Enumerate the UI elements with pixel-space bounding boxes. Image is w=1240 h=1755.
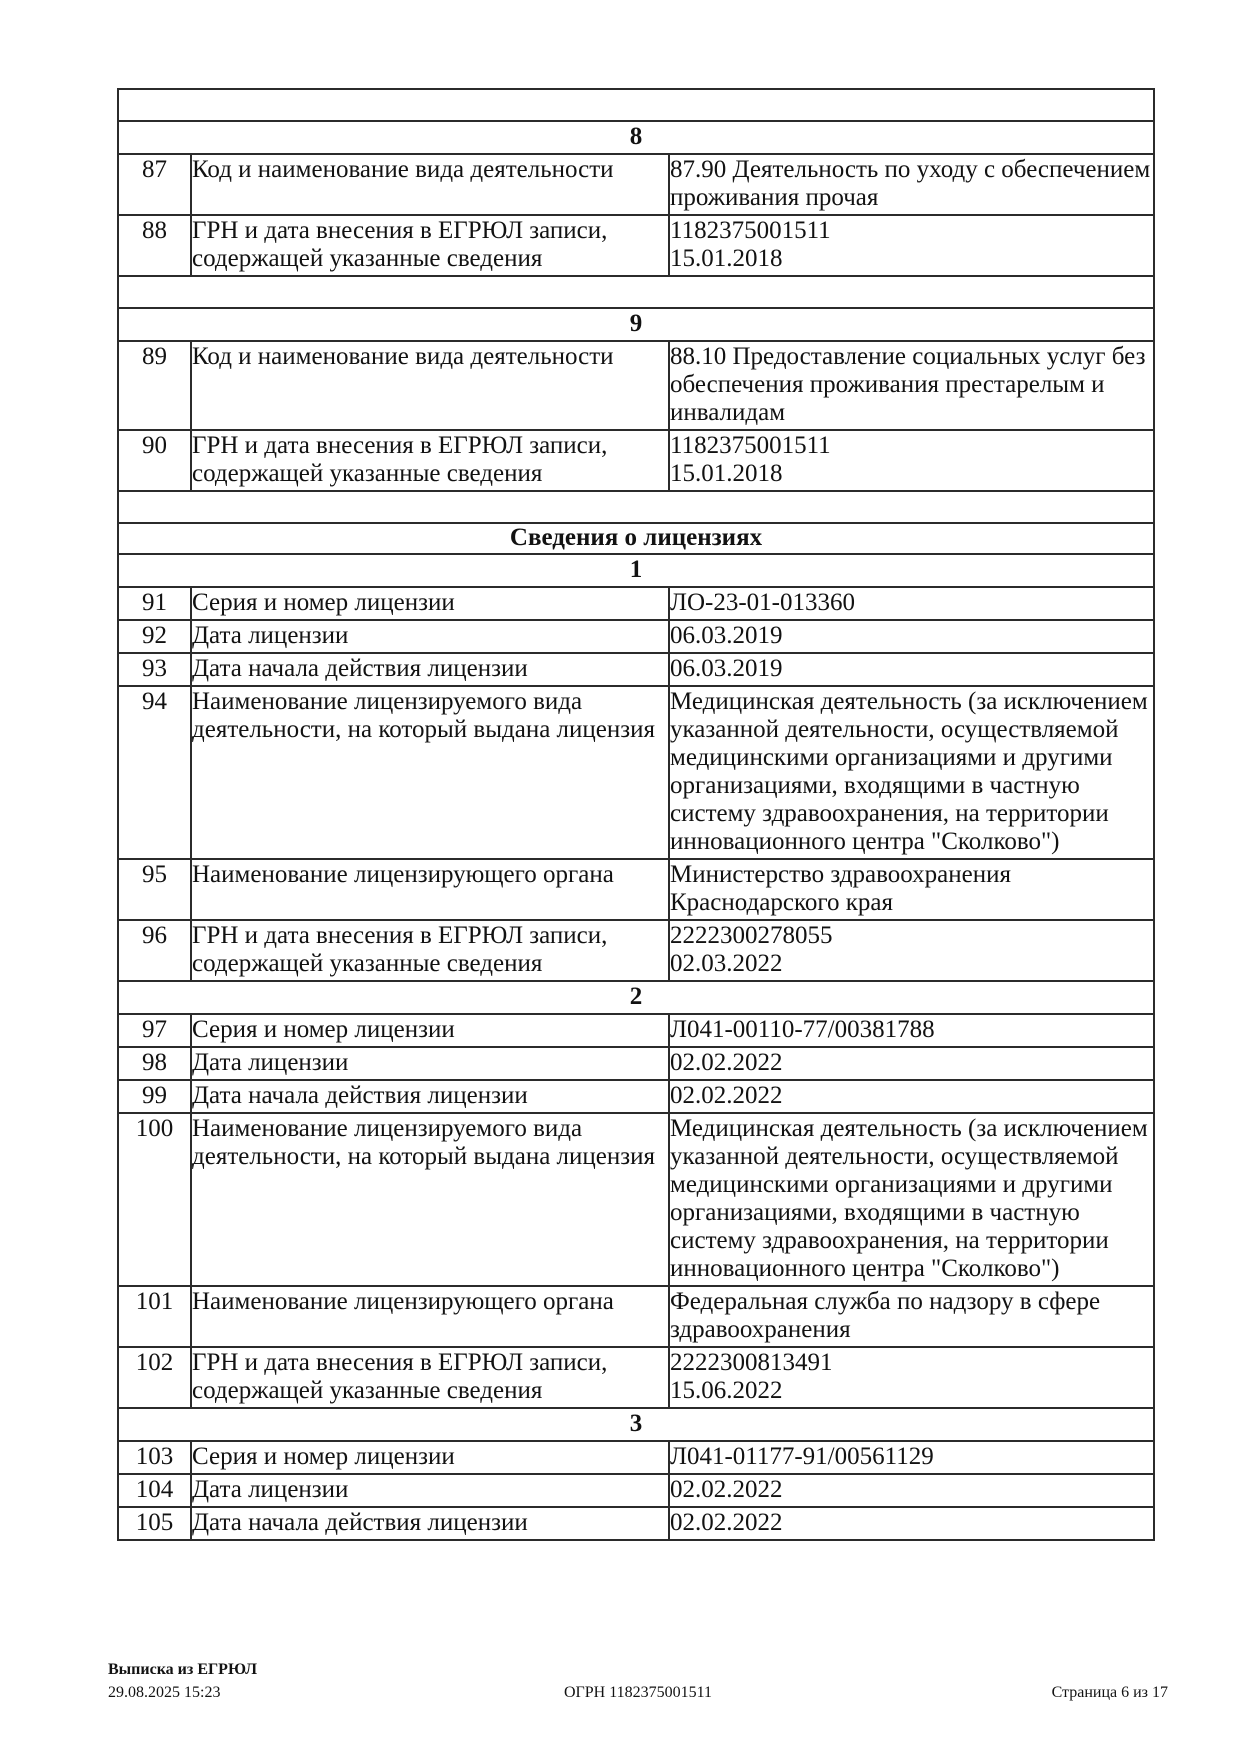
- egrul-extract-table: [117, 88, 1155, 1541]
- spacer-cell: [118, 491, 1154, 523]
- row-number-cell: 100: [118, 1113, 191, 1286]
- row-label-cell: Дата лицензии: [191, 1047, 669, 1080]
- row-label-cell: ГРН и дата внесения в ЕГРЮЛ записи, содержащей указанные сведения: [191, 920, 669, 981]
- row-number-cell: 93: [118, 653, 191, 686]
- section-title-row: [118, 523, 1154, 554]
- table-row: [118, 653, 1154, 686]
- row-label-cell: Дата лицензии: [191, 1474, 669, 1507]
- table-row: [118, 920, 1154, 981]
- table-row: [118, 215, 1154, 276]
- table-row: [118, 620, 1154, 653]
- row-label-cell: ГРН и дата внесения в ЕГРЮЛ записи, содержащей указанные сведения: [191, 430, 669, 491]
- table-row: [118, 341, 1154, 430]
- row-number-cell: 102: [118, 1347, 191, 1408]
- group-number: 3: [118, 1408, 1154, 1441]
- row-number-cell: 103: [118, 1441, 191, 1474]
- footer-datetime: 29.08.2025 15:23: [108, 1684, 221, 1701]
- row-label-cell: Код и наименование вида деятельности: [191, 341, 669, 430]
- footer-doc-title: Выписка из ЕГРЮЛ: [108, 1661, 258, 1678]
- table-row: [118, 1347, 1154, 1408]
- row-label-cell: Наименование лицензирующего органа: [191, 1286, 669, 1347]
- row-value-cell: [669, 920, 1154, 981]
- row-value-cell: Л041-00110-77/00381788: [669, 1014, 1154, 1047]
- row-value-cell: Министерство здравоохранения Краснодарского края: [669, 859, 1154, 920]
- row-label-cell: Дата лицензии: [191, 620, 669, 653]
- row-value-cell: Л041-01177-91/00561129: [669, 1441, 1154, 1474]
- row-number-cell: 105: [118, 1507, 191, 1540]
- group-number-row: [118, 121, 1154, 154]
- row-label-cell: Наименование лицензируемого вида деятельности, на который выдана лицензия: [191, 686, 669, 859]
- table-row: [118, 1474, 1154, 1507]
- row-number-cell: 96: [118, 920, 191, 981]
- row-label-cell: Серия и номер лицензии: [191, 587, 669, 620]
- row-number-cell: 97: [118, 1014, 191, 1047]
- group-number-row: [118, 1408, 1154, 1441]
- row-value-cell: 87.90 Деятельность по уходу с обеспечением проживания прочая: [669, 154, 1154, 215]
- row-number-cell: 104: [118, 1474, 191, 1507]
- row-value-cell: 02.02.2022: [669, 1047, 1154, 1080]
- row-value-cell: 06.03.2019: [669, 620, 1154, 653]
- grn-date: 15.01.2018: [670, 245, 783, 272]
- grn-date: 02.03.2022: [670, 950, 783, 977]
- row-label-cell: Код и наименование вида деятельности: [191, 154, 669, 215]
- row-number-cell: 87: [118, 154, 191, 215]
- footer: [108, 1658, 1168, 1704]
- group-number-row: [118, 308, 1154, 341]
- row-label-cell: ГРН и дата внесения в ЕГРЮЛ записи, содержащей указанные сведения: [191, 1347, 669, 1408]
- footer-page-number: Страница 6 из 17: [1051, 1684, 1168, 1701]
- row-value-cell: 02.02.2022: [669, 1080, 1154, 1113]
- row-value-cell: [669, 1347, 1154, 1408]
- table-row: [118, 1014, 1154, 1047]
- table-row: [118, 1080, 1154, 1113]
- grn-number: 1182375001511: [670, 217, 831, 244]
- grn-date: 15.06.2022: [670, 1377, 783, 1404]
- row-value-cell: 88.10 Предоставление социальных услуг без обеспечения проживания престарелым и инвалидам: [669, 341, 1154, 430]
- group-number-row: [118, 554, 1154, 587]
- row-label-cell: Дата начала действия лицензии: [191, 653, 669, 686]
- row-number-cell: 94: [118, 686, 191, 859]
- row-value-cell: Медицинская деятельность (за исключением указанной деятельности, осуществляемой медицинскими организациями и другими организациями, входящими в частную систему здравоохранения, на территории инновационного центра "Сколково"): [669, 1113, 1154, 1286]
- table-row: [118, 1113, 1154, 1286]
- row-label-cell: Серия и номер лицензии: [191, 1014, 669, 1047]
- table-row: [118, 859, 1154, 920]
- group-number: 1: [118, 554, 1154, 587]
- grn-number: 1182375001511: [670, 432, 831, 459]
- row-label-cell: Наименование лицензирующего органа: [191, 859, 669, 920]
- row-number-cell: 101: [118, 1286, 191, 1347]
- row-number-cell: 91: [118, 587, 191, 620]
- grn-number: 2222300278055: [670, 922, 833, 949]
- row-number-cell: 89: [118, 341, 191, 430]
- section-title: Сведения о лицензиях: [118, 523, 1154, 554]
- spacer-row: [118, 491, 1154, 523]
- row-number-cell: 99: [118, 1080, 191, 1113]
- row-number-cell: 95: [118, 859, 191, 920]
- blank-cell: [118, 89, 1154, 121]
- row-label-cell: ГРН и дата внесения в ЕГРЮЛ записи, содержащей указанные сведения: [191, 215, 669, 276]
- row-value-cell: Медицинская деятельность (за исключением указанной деятельности, осуществляемой медицинскими организациями и другими организациями, входящими в частную систему здравоохранения, на территории инновационного центра "Сколково"): [669, 686, 1154, 859]
- footer-line: [108, 1681, 1168, 1704]
- row-value-cell: [669, 430, 1154, 491]
- row-value-cell: 02.02.2022: [669, 1474, 1154, 1507]
- spacer-row: [118, 276, 1154, 308]
- table-row: [118, 430, 1154, 491]
- grn-date: 15.01.2018: [670, 460, 783, 487]
- grn-number: 2222300813491: [670, 1349, 833, 1376]
- table-row: [118, 1507, 1154, 1540]
- table-row: [118, 1441, 1154, 1474]
- row-label-cell: Дата начала действия лицензии: [191, 1080, 669, 1113]
- group-number: 8: [118, 121, 1154, 154]
- row-value-cell: 02.02.2022: [669, 1507, 1154, 1540]
- footer-ogrn: ОГРН 1182375001511: [563, 1684, 713, 1701]
- spacer-cell: [118, 276, 1154, 308]
- row-number-cell: 98: [118, 1047, 191, 1080]
- row-value-cell: ЛО-23-01-013360: [669, 587, 1154, 620]
- row-number-cell: 90: [118, 430, 191, 491]
- table-row: [118, 587, 1154, 620]
- row-number-cell: 92: [118, 620, 191, 653]
- row-number-cell: 88: [118, 215, 191, 276]
- table-row: [118, 1047, 1154, 1080]
- table-row: [118, 154, 1154, 215]
- row-label-cell: Серия и номер лицензии: [191, 1441, 669, 1474]
- row-value-cell: 06.03.2019: [669, 653, 1154, 686]
- blank-row: [118, 89, 1154, 121]
- table-row: [118, 686, 1154, 859]
- row-label-cell: Наименование лицензируемого вида деятельности, на который выдана лицензия: [191, 1113, 669, 1286]
- table-row: [118, 1286, 1154, 1347]
- row-label-cell: Дата начала действия лицензии: [191, 1507, 669, 1540]
- row-value-cell: [669, 215, 1154, 276]
- group-number: 9: [118, 308, 1154, 341]
- group-number: 2: [118, 981, 1154, 1014]
- row-value-cell: Федеральная служба по надзору в сфере здравоохранения: [669, 1286, 1154, 1347]
- group-number-row: [118, 981, 1154, 1014]
